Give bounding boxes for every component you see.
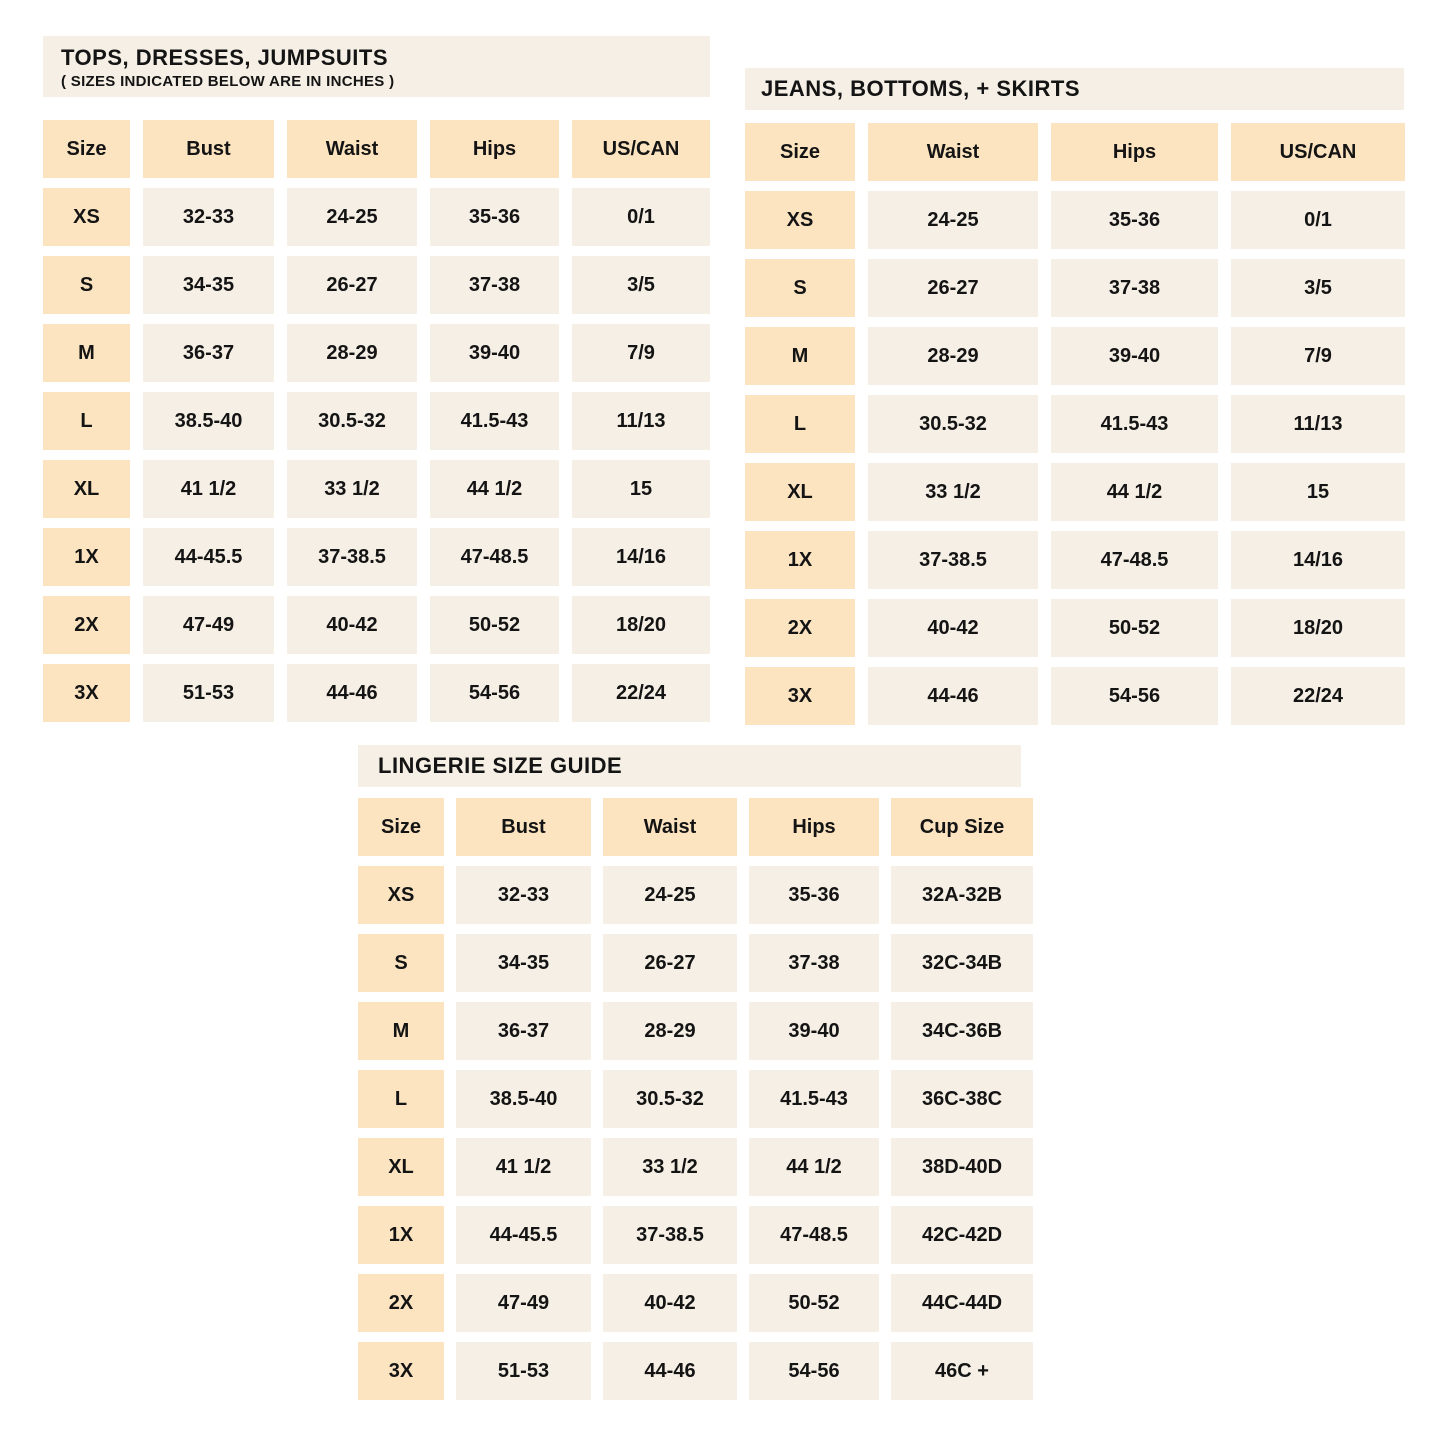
lingerie-size-guide-table xyxy=(358,745,1033,1400)
measurement-cell: 18/20 xyxy=(1231,599,1405,657)
size-label-cell: 3X xyxy=(745,667,855,725)
tops-table-subtitle: ( SIZES INDICATED BELOW ARE IN INCHES ) xyxy=(61,73,395,90)
measurement-cell: 38.5-40 xyxy=(456,1070,591,1128)
size-label-cell: 2X xyxy=(358,1274,444,1332)
column-header-cell: Waist xyxy=(603,798,737,856)
size-label-cell: S xyxy=(745,259,855,317)
lingerie-table-title: LINGERIE SIZE GUIDE xyxy=(378,753,623,778)
measurement-cell: 35-36 xyxy=(430,188,559,246)
measurement-cell: 47-49 xyxy=(143,596,274,654)
measurement-cell: 37-38 xyxy=(1051,259,1218,317)
size-label-cell: M xyxy=(745,327,855,385)
measurement-cell: 15 xyxy=(572,460,710,518)
tops-table-grid xyxy=(43,120,710,722)
measurement-cell: 44-45.5 xyxy=(143,528,274,586)
measurement-cell: 11/13 xyxy=(572,392,710,450)
measurement-cell: 38.5-40 xyxy=(143,392,274,450)
measurement-cell: 39-40 xyxy=(430,324,559,382)
size-label-cell: L xyxy=(745,395,855,453)
measurement-cell: 38D-40D xyxy=(891,1138,1033,1196)
measurement-cell: 51-53 xyxy=(143,664,274,722)
measurement-cell: 44-46 xyxy=(868,667,1038,725)
column-header-cell: Cup Size xyxy=(891,798,1033,856)
size-label-cell: 1X xyxy=(358,1206,444,1264)
measurement-cell: 44 1/2 xyxy=(1051,463,1218,521)
measurement-cell: 34C-36B xyxy=(891,1002,1033,1060)
jeans-table-grid xyxy=(745,123,1405,725)
measurement-cell: 32A-32B xyxy=(891,866,1033,924)
jeans-table-title: JEANS, BOTTOMS, + SKIRTS xyxy=(761,76,1081,101)
measurement-cell: 33 1/2 xyxy=(603,1138,737,1196)
measurement-cell: 36-37 xyxy=(456,1002,591,1060)
tops-table-title-bar xyxy=(43,36,710,97)
column-header-cell: Size xyxy=(358,798,444,856)
measurement-cell: 44 1/2 xyxy=(430,460,559,518)
measurement-cell: 44-46 xyxy=(603,1342,737,1400)
measurement-cell: 41.5-43 xyxy=(749,1070,879,1128)
measurement-cell: 47-48.5 xyxy=(430,528,559,586)
measurement-cell: 34-35 xyxy=(456,934,591,992)
measurement-cell: 32C-34B xyxy=(891,934,1033,992)
size-label-cell: 3X xyxy=(43,664,130,722)
column-header-cell: US/CAN xyxy=(572,120,710,178)
measurement-cell: 35-36 xyxy=(1051,191,1218,249)
jeans-table-title-bar xyxy=(745,68,1404,110)
measurement-cell: 3/5 xyxy=(1231,259,1405,317)
measurement-cell: 32-33 xyxy=(143,188,274,246)
measurement-cell: 15 xyxy=(1231,463,1405,521)
measurement-cell: 41 1/2 xyxy=(143,460,274,518)
size-label-cell: 1X xyxy=(745,531,855,589)
measurement-cell: 7/9 xyxy=(1231,327,1405,385)
column-header-cell: Bust xyxy=(456,798,591,856)
measurement-cell: 24-25 xyxy=(287,188,417,246)
column-header-cell: Waist xyxy=(868,123,1038,181)
measurement-cell: 44-45.5 xyxy=(456,1206,591,1264)
measurement-cell: 37-38.5 xyxy=(287,528,417,586)
size-label-cell: S xyxy=(358,934,444,992)
lingerie-table-title-bar xyxy=(358,745,1021,787)
size-label-cell: XS xyxy=(358,866,444,924)
measurement-cell: 24-25 xyxy=(603,866,737,924)
measurement-cell: 41.5-43 xyxy=(430,392,559,450)
size-label-cell: XS xyxy=(745,191,855,249)
measurement-cell: 41.5-43 xyxy=(1051,395,1218,453)
size-label-cell: 2X xyxy=(43,596,130,654)
measurement-cell: 50-52 xyxy=(430,596,559,654)
measurement-cell: 37-38 xyxy=(749,934,879,992)
measurement-cell: 40-42 xyxy=(868,599,1038,657)
measurement-cell: 47-48.5 xyxy=(1051,531,1218,589)
measurement-cell: 24-25 xyxy=(868,191,1038,249)
measurement-cell: 54-56 xyxy=(749,1342,879,1400)
measurement-cell: 30.5-32 xyxy=(868,395,1038,453)
column-header-cell: US/CAN xyxy=(1231,123,1405,181)
size-label-cell: L xyxy=(358,1070,444,1128)
measurement-cell: 0/1 xyxy=(1231,191,1405,249)
measurement-cell: 51-53 xyxy=(456,1342,591,1400)
measurement-cell: 0/1 xyxy=(572,188,710,246)
measurement-cell: 39-40 xyxy=(749,1002,879,1060)
measurement-cell: 54-56 xyxy=(430,664,559,722)
measurement-cell: 37-38.5 xyxy=(603,1206,737,1264)
measurement-cell: 40-42 xyxy=(603,1274,737,1332)
measurement-cell: 36C-38C xyxy=(891,1070,1033,1128)
column-header-cell: Hips xyxy=(1051,123,1218,181)
measurement-cell: 22/24 xyxy=(572,664,710,722)
measurement-cell: 26-27 xyxy=(868,259,1038,317)
measurement-cell: 26-27 xyxy=(287,256,417,314)
measurement-cell: 32-33 xyxy=(456,866,591,924)
size-label-cell: 2X xyxy=(745,599,855,657)
measurement-cell: 44 1/2 xyxy=(749,1138,879,1196)
measurement-cell: 14/16 xyxy=(572,528,710,586)
tops-table-title: TOPS, DRESSES, JUMPSUITS xyxy=(61,45,389,70)
measurement-cell: 36-37 xyxy=(143,324,274,382)
size-label-cell: XL xyxy=(358,1138,444,1196)
measurement-cell: 35-36 xyxy=(749,866,879,924)
lingerie-table-grid xyxy=(358,798,1033,1400)
column-header-cell: Size xyxy=(43,120,130,178)
measurement-cell: 40-42 xyxy=(287,596,417,654)
measurement-cell: 30.5-32 xyxy=(603,1070,737,1128)
size-label-cell: 3X xyxy=(358,1342,444,1400)
measurement-cell: 37-38 xyxy=(430,256,559,314)
measurement-cell: 18/20 xyxy=(572,596,710,654)
measurement-cell: 54-56 xyxy=(1051,667,1218,725)
column-header-cell: Hips xyxy=(430,120,559,178)
size-label-cell: XL xyxy=(43,460,130,518)
size-label-cell: M xyxy=(358,1002,444,1060)
size-label-cell: XS xyxy=(43,188,130,246)
column-header-cell: Hips xyxy=(749,798,879,856)
measurement-cell: 30.5-32 xyxy=(287,392,417,450)
measurement-cell: 37-38.5 xyxy=(868,531,1038,589)
measurement-cell: 7/9 xyxy=(572,324,710,382)
measurement-cell: 28-29 xyxy=(868,327,1038,385)
measurement-cell: 50-52 xyxy=(1051,599,1218,657)
measurement-cell: 41 1/2 xyxy=(456,1138,591,1196)
jeans-bottoms-skirts-table xyxy=(745,68,1405,725)
size-label-cell: 1X xyxy=(43,528,130,586)
measurement-cell: 47-49 xyxy=(456,1274,591,1332)
column-header-cell: Waist xyxy=(287,120,417,178)
measurement-cell: 26-27 xyxy=(603,934,737,992)
measurement-cell: 28-29 xyxy=(603,1002,737,1060)
measurement-cell: 22/24 xyxy=(1231,667,1405,725)
measurement-cell: 14/16 xyxy=(1231,531,1405,589)
measurement-cell: 47-48.5 xyxy=(749,1206,879,1264)
measurement-cell: 3/5 xyxy=(572,256,710,314)
measurement-cell: 33 1/2 xyxy=(287,460,417,518)
column-header-cell: Bust xyxy=(143,120,274,178)
measurement-cell: 44C-44D xyxy=(891,1274,1033,1332)
column-header-cell: Size xyxy=(745,123,855,181)
measurement-cell: 33 1/2 xyxy=(868,463,1038,521)
measurement-cell: 34-35 xyxy=(143,256,274,314)
measurement-cell: 42C-42D xyxy=(891,1206,1033,1264)
size-label-cell: M xyxy=(43,324,130,382)
measurement-cell: 11/13 xyxy=(1231,395,1405,453)
size-label-cell: XL xyxy=(745,463,855,521)
measurement-cell: 28-29 xyxy=(287,324,417,382)
measurement-cell: 44-46 xyxy=(287,664,417,722)
measurement-cell: 46C + xyxy=(891,1342,1033,1400)
size-label-cell: L xyxy=(43,392,130,450)
measurement-cell: 39-40 xyxy=(1051,327,1218,385)
size-label-cell: S xyxy=(43,256,130,314)
tops-dresses-jumpsuits-table xyxy=(43,36,710,722)
measurement-cell: 50-52 xyxy=(749,1274,879,1332)
